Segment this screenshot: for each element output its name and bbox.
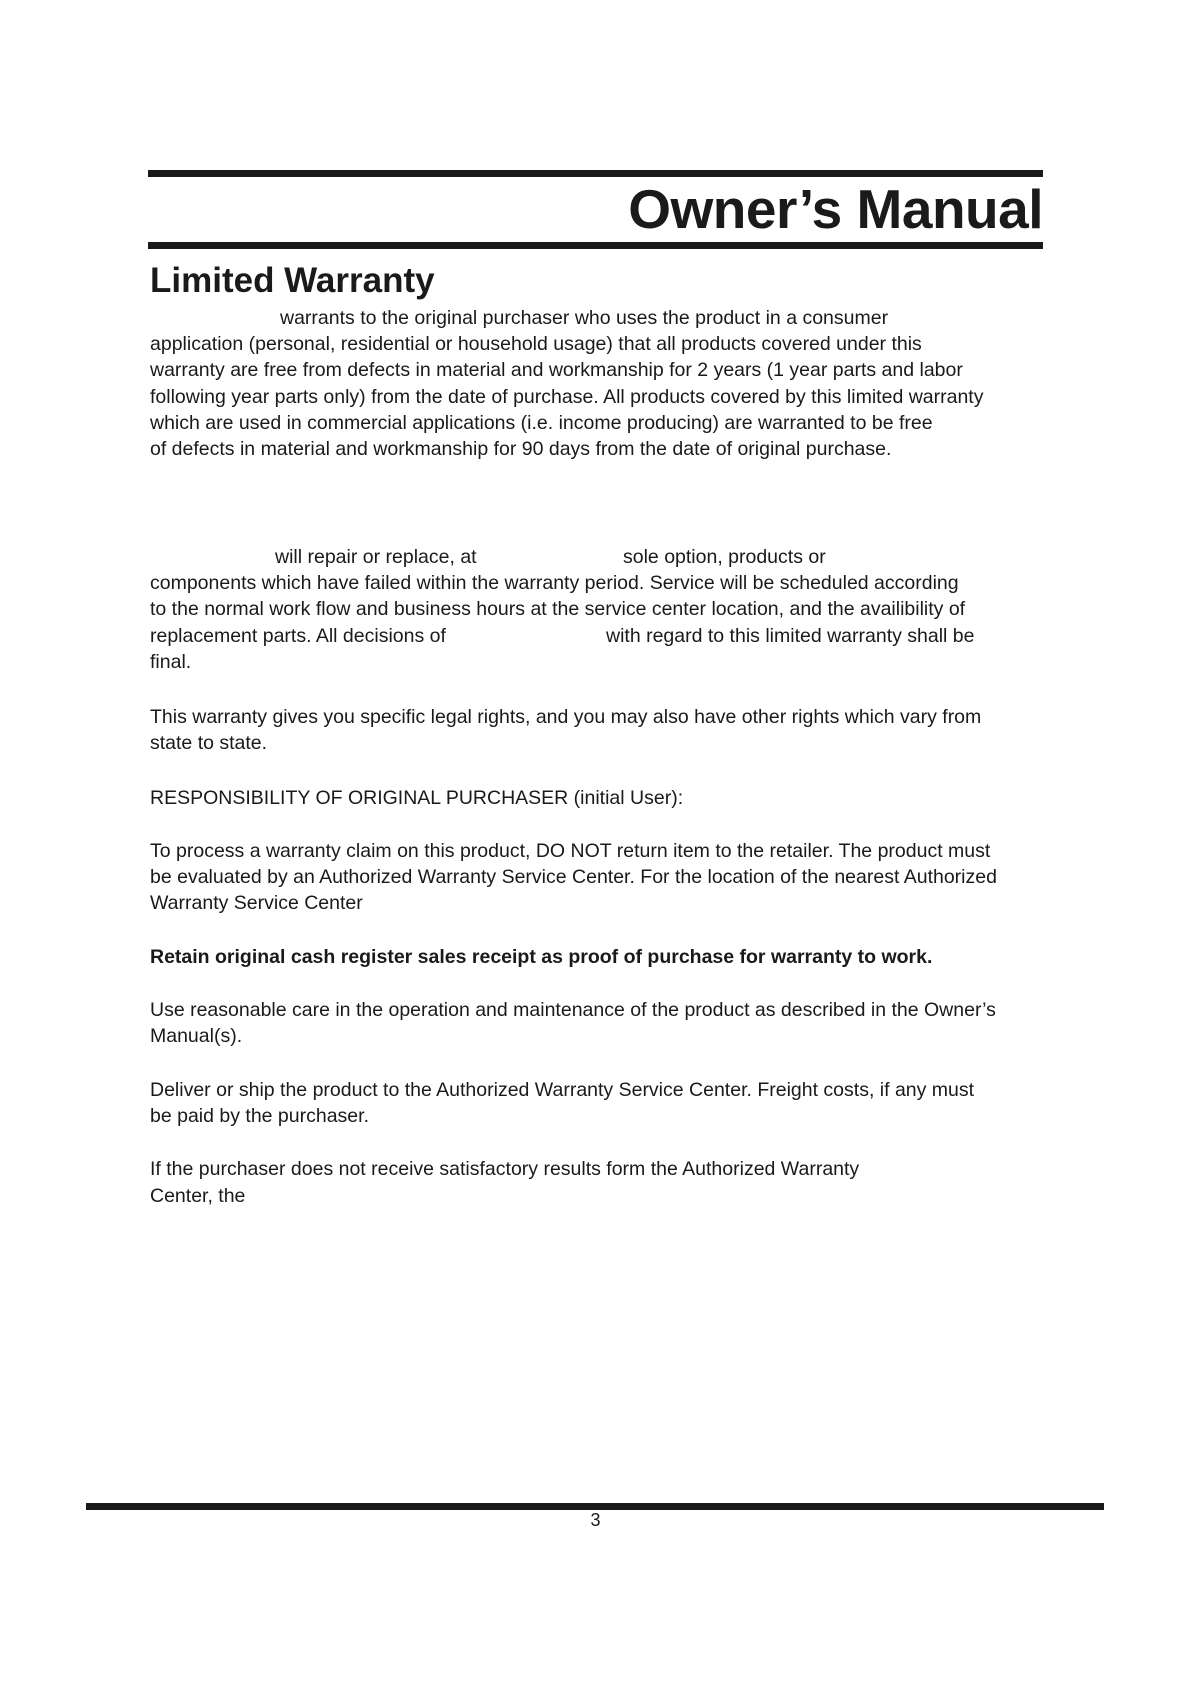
body-line-16: be evaluated by an Authorized Warranty Service Center. For the location of the nearest Authorized [150,866,997,888]
body-line-24: Center, the [150,1185,246,1207]
page-number: 3 [590,1510,601,1530]
body-line-5: which are used in commercial applications (i.e. income producing) are warranted to be free [150,412,933,434]
body-line-6: of defects in material and workmanship for 90 days from the date of original purchase. [150,438,892,460]
body-line-22: be paid by the purchaser. [150,1105,369,1127]
body-line-17: Warranty Service Center [150,892,363,914]
body-line-13: state to state. [150,732,268,754]
body-line-7b: sole option, products or [623,546,826,568]
header-bottom-rule [148,242,1043,249]
body-line-8: components which have failed within the warranty period. Service will be scheduled according [150,572,959,594]
section-heading: Limited Warranty [150,261,435,300]
body-line-7a: will repair or replace, at [275,546,477,568]
body-line-10b: with regard to this limited warranty shall be [606,625,975,647]
receipt-notice: Retain original cash register sales receipt as proof of purchase for warranty to work. [150,946,933,968]
body-line-11: final. [150,651,192,673]
responsibility-heading: RESPONSIBILITY OF ORIGINAL PURCHASER (initial User): [150,787,684,809]
body-line-12: This warranty gives you specific legal rights, and you may also have other rights which vary from [150,706,982,728]
body-line-9: to the normal work flow and business hours at the service center location, and the availibility of [150,598,966,620]
body-line-21: Deliver or ship the product to the Authorized Warranty Service Center. Freight costs, if any must [150,1079,975,1101]
body-line-20: Manual(s). [150,1025,243,1047]
body-line-10a: replacement parts. All decisions of [150,625,446,647]
body-line-2: application (personal, residential or household usage) that all products covered under this [150,333,922,355]
body-line-4: following year parts only) from the date of purchase. All products covered by this limited warranty [150,386,984,408]
document-title: Owner’s Manual [628,178,1043,240]
body-line-23: If the purchaser does not receive satisfactory results form the Authorized Warranty [150,1158,860,1180]
body-line-3: warranty are free from defects in material and workmanship for 2 years (1 year parts and labor [150,359,963,381]
body-line-19: Use reasonable care in the operation and maintenance of the product as described in the Owner’s [150,999,996,1021]
body-line-15: To process a warranty claim on this product, DO NOT return item to the retailer. The product must [150,840,991,862]
header-top-rule [148,170,1043,177]
body-line-1: warrants to the original purchaser who uses the product in a consumer [280,307,889,329]
